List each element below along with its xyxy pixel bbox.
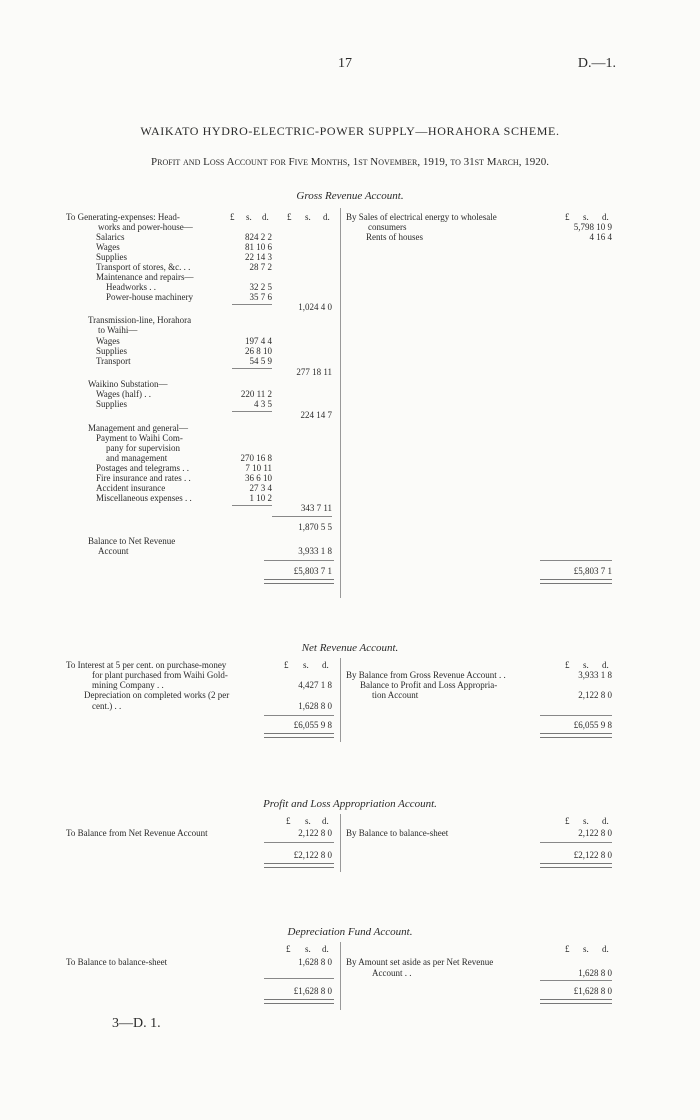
mgmt-row-label: Fire insurance and rates . . <box>96 473 191 483</box>
dep-left-amount: 1,628 8 0 <box>298 957 332 967</box>
net-left-line: for plant purchased from Waihi Gold- <box>92 670 228 680</box>
gross-divider <box>340 208 341 598</box>
net-left-amount-1: 4,427 1 8 <box>298 680 332 690</box>
trans-row-label: Wages <box>96 336 120 346</box>
app-right-shilling-header: s. <box>583 816 589 826</box>
gross-right-pence-header: d. <box>602 212 609 222</box>
dep-right-amount: 1,628 8 0 <box>578 968 612 978</box>
trans-row-label: Transport <box>96 356 131 366</box>
page-title: WAIKATO HYDRO-ELECTRIC-POWER SUPPLY—HORAHORA SCHEME. <box>140 124 560 138</box>
net-right-line: Balance to Profit and Loss Appropria- <box>360 680 498 690</box>
trans-row-amount: 26 8 10 <box>245 346 272 356</box>
gross-right-amount-1: 5,798 10 9 <box>573 222 612 232</box>
mgmt-row-amount: 1 10 2 <box>249 493 272 503</box>
gen-intro-2: works and power-house— <box>98 222 193 232</box>
page-subtitle: Profit and Loss Account for Five Months, 1st November, 1919, to 31st March, 1920. <box>151 156 549 168</box>
app-left-amount: 2,122 8 0 <box>298 828 332 838</box>
gen-row-label: Salarics <box>96 232 125 242</box>
gen-row-amount: 81 10 6 <box>245 242 272 252</box>
dep-right-total: £1,628 8 0 <box>573 986 612 996</box>
gross-left-shilling-header-2: s. <box>305 212 311 222</box>
waikino-row-label: Supplies <box>96 399 128 409</box>
rule <box>272 516 332 517</box>
dep-left-shilling-header: s. <box>305 944 311 954</box>
net-left-line: To Interest at 5 per cent. on purchase-money <box>66 660 227 670</box>
net-left-shilling-header: s. <box>303 660 309 670</box>
waikino-row-amount: 220 11 2 <box>240 389 272 399</box>
rule <box>264 842 334 843</box>
mgmt-row-label: Postages and telegrams . . <box>96 463 189 473</box>
trans-row-label: Supplies <box>96 346 128 356</box>
dep-left-pound-header: £ <box>286 944 291 954</box>
dep-right-line-2: Account . . <box>372 968 412 978</box>
dep-right-shilling-header: s. <box>583 944 589 954</box>
gross-right-line-2: consumers <box>368 222 407 232</box>
net-heading: Net Revenue Account. <box>301 642 399 654</box>
gross-left-shilling-header: s. <box>246 212 252 222</box>
dep-left-total: £1,628 8 0 <box>293 986 332 996</box>
gross-right-line-1: By Sales of electrical energy to wholesale <box>346 212 497 222</box>
gen-row-label: Supplies <box>96 252 128 262</box>
gen-row-label: Wages <box>96 242 120 252</box>
waikino-total: 224 14 7 <box>300 410 332 420</box>
gross-right-pound-header: £ <box>565 212 570 222</box>
net-left-pound-header: £ <box>284 660 289 670</box>
app-right-amount: 2,122 8 0 <box>578 828 612 838</box>
gross-subtotal: 1,870 5 5 <box>298 522 332 532</box>
gross-left-pound-header-2: £ <box>287 212 292 222</box>
gen-row-amount: 35 7 6 <box>249 292 272 302</box>
depreciation-divider <box>340 942 341 1010</box>
double-rule <box>264 999 334 1004</box>
dep-right-pound-header: £ <box>565 944 570 954</box>
gross-left-pound-header: £ <box>230 212 235 222</box>
gross-heading: Gross Revenue Account. <box>296 190 404 202</box>
gen-total: 1,024 4 0 <box>298 302 332 312</box>
rule <box>540 980 612 981</box>
gen-row-label: Maintenance and repairs— <box>96 272 194 282</box>
app-right-pound-header: £ <box>565 816 570 826</box>
gen-row-amount: 824 2 2 <box>245 232 272 242</box>
mgmt-line: and management <box>106 453 168 463</box>
app-right-pence-header: d. <box>602 816 609 826</box>
mgmt-row-amount: 36 6 10 <box>245 473 272 483</box>
net-right-pound-header: £ <box>565 660 570 670</box>
app-left-shilling-header: s. <box>305 816 311 826</box>
gross-right-total: £5,803 7 1 <box>573 566 612 576</box>
net-right-amount-1: 3,933 1 8 <box>578 670 612 680</box>
gross-left-total: £5,803 7 1 <box>293 566 332 576</box>
waikino-head: Waikino Substation— <box>88 379 168 389</box>
net-left-line: mining Company . . <box>92 680 164 690</box>
double-rule <box>264 863 334 868</box>
gen-row-amount: 22 14 3 <box>245 252 272 262</box>
appropriation-divider <box>340 814 341 872</box>
rule <box>540 560 612 561</box>
gross-right-amount-2: 4 16 4 <box>589 232 612 242</box>
app-left-pound-header: £ <box>286 816 291 826</box>
double-rule <box>264 733 334 738</box>
gen-row-amount: 28 7 2 <box>249 262 272 272</box>
rule <box>264 560 334 561</box>
net-left-pence-header: d. <box>322 660 329 670</box>
trans-head-2: to Waihi— <box>98 325 138 335</box>
gen-row-label: Power-house machinery <box>106 292 194 302</box>
trans-total: 277 18 11 <box>296 367 332 377</box>
gross-left-pence-header-2: d. <box>323 212 330 222</box>
balance-label-1: Balance to Net Revenue <box>88 536 176 546</box>
net-left-amount-2: 1,628 8 0 <box>298 701 332 711</box>
waikino-row-amount: 4 3 5 <box>254 399 272 409</box>
net-right-amount-2: 2,122 8 0 <box>578 690 612 700</box>
gen-row-amount: 32 2 5 <box>249 282 272 292</box>
appropriation-heading: Profit and Loss Appropriation Account. <box>263 798 437 810</box>
gen-row-label: Transport of stores, &c. . . <box>96 262 191 272</box>
dep-right-pence-header: d. <box>602 944 609 954</box>
net-left-line: Depreciation on completed works (2 per <box>84 690 230 700</box>
report-id: D.—1. <box>577 56 616 71</box>
gen-row-label: Headworks . . <box>106 282 156 292</box>
app-left-pence-header: d. <box>322 816 329 826</box>
double-rule <box>540 579 612 584</box>
mgmt-line: Payment to Waihi Com- <box>96 433 183 443</box>
net-right-shilling-header: s. <box>583 660 589 670</box>
gross-right-shilling-header: s. <box>583 212 589 222</box>
mgmt-line: pany for supervision <box>106 443 180 453</box>
net-right-total: £6,055 9 8 <box>573 720 612 730</box>
dep-left-pence-header: d. <box>322 944 329 954</box>
app-left-total: £2,122 8 0 <box>293 850 332 860</box>
depreciation-heading: Depreciation Fund Account. <box>287 926 413 938</box>
mgmt-line: Management and general— <box>88 423 188 433</box>
net-right-line: By Balance from Gross Revenue Account . . <box>346 670 506 680</box>
gross-left-pence-header: d. <box>262 212 269 222</box>
double-rule <box>540 999 612 1004</box>
trans-row-amount: 197 4 4 <box>245 336 272 346</box>
net-divider <box>340 658 341 742</box>
page-number: 17 <box>338 56 352 71</box>
double-rule <box>264 579 334 584</box>
app-left-line: To Balance from Net Revenue Account <box>66 828 208 838</box>
mgmt-row-amount: 270 16 8 <box>240 453 272 463</box>
mgmt-row-amount: 7 10 11 <box>245 463 272 473</box>
app-right-line: By Balance to balance-sheet <box>346 828 449 838</box>
net-left-line: cent.) . . <box>92 701 122 711</box>
trans-head-1: Transmission-line, Horahora <box>88 315 192 325</box>
gross-right-line-3: Rents of houses <box>366 232 423 242</box>
app-right-total: £2,122 8 0 <box>573 850 612 860</box>
rule <box>264 978 334 979</box>
rule <box>264 715 334 716</box>
net-left-total: £6,055 9 8 <box>293 720 332 730</box>
mgmt-total: 343 7 11 <box>300 503 332 513</box>
mgmt-row-amount: 27 3 4 <box>249 483 272 493</box>
gen-intro-1: To Generating-expenses: Head- <box>66 212 180 222</box>
rule <box>540 715 612 716</box>
trans-row-amount: 54 5 9 <box>249 356 272 366</box>
double-rule <box>540 863 612 868</box>
balance-label-2: Account <box>98 546 129 556</box>
net-right-pence-header: d. <box>602 660 609 670</box>
gross-balance-amount: 3,933 1 8 <box>298 546 332 556</box>
waikino-row-label: Wages (half) . . <box>96 389 152 399</box>
net-right-line: tion Account <box>372 690 419 700</box>
dep-left-line: To Balance to balance-sheet <box>66 957 168 967</box>
mgmt-row-label: Miscellaneous expenses . . <box>96 493 192 503</box>
rule <box>540 842 612 843</box>
footer-signature: 3—D. 1. <box>112 1016 161 1031</box>
dep-right-line-1: By Amount set aside as per Net Revenue <box>346 957 494 967</box>
mgmt-row-label: Accident insurance <box>96 483 166 493</box>
double-rule <box>540 733 612 738</box>
